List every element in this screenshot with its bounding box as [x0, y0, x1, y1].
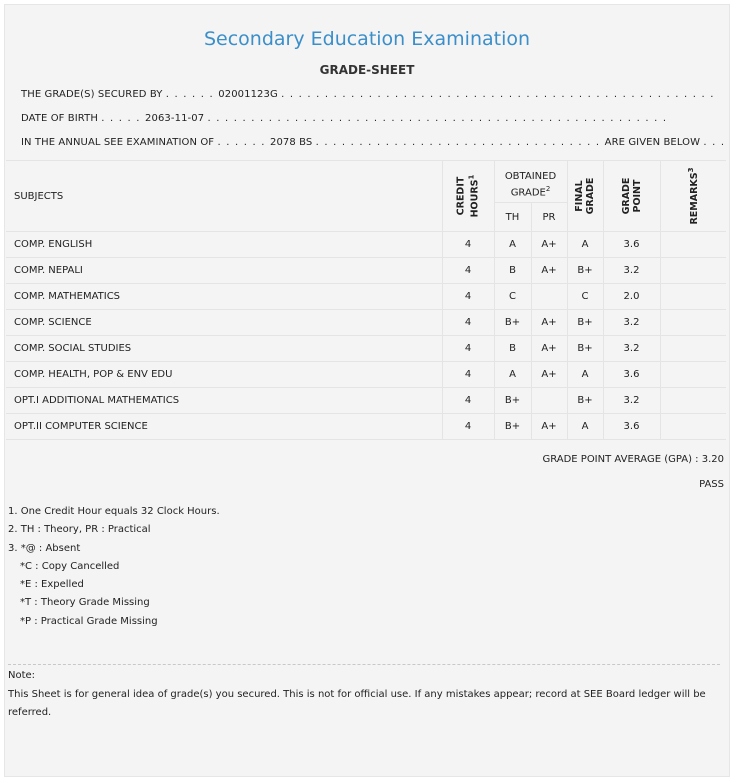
- info-exam: IN THE ANNUAL SEE EXAMINATION OF . . . . . . 2078 BS . . . . . . . . . . . . . . . . . . . . . . . . . . . . . . . . . ARE GIVEN BELOW . . .: [21, 137, 726, 148]
- practical-grade: A+: [531, 258, 567, 284]
- theory-grade: B+: [494, 414, 531, 440]
- final-grade: A: [567, 414, 603, 440]
- theory-grade: B: [494, 336, 531, 362]
- credit-hours: 4: [442, 336, 494, 362]
- final-grade: A: [567, 362, 603, 388]
- credit-hours: 4: [442, 388, 494, 414]
- header-th: TH: [494, 203, 531, 232]
- dashed-divider: [8, 664, 720, 665]
- practical-grade: A+: [531, 414, 567, 440]
- practical-grade: A+: [531, 336, 567, 362]
- practical-grade: [531, 284, 567, 310]
- remarks: [660, 362, 726, 388]
- table-row: [6, 414, 726, 440]
- header-credit-hours: CREDIT HOURS$^1$: [442, 161, 494, 232]
- credit-hours: 4: [442, 232, 494, 258]
- table-row: [6, 232, 726, 258]
- remarks: [660, 284, 726, 310]
- footnote-item: 1. One Credit Hour equals 32 Clock Hours.: [8, 506, 220, 517]
- footnote-item: 2. TH : Theory, PR : Practical: [8, 524, 151, 536]
- credit-hours: 4: [442, 310, 494, 336]
- footnote-item: *E : Expelled: [20, 579, 84, 591]
- subject-name: COMP. NEPALI: [6, 258, 442, 284]
- theory-grade: A: [494, 232, 531, 258]
- subject-name: COMP. ENGLISH: [6, 232, 442, 258]
- grade-point: 3.6: [603, 362, 660, 388]
- remarks: [660, 310, 726, 336]
- exam-label: IN THE ANNUAL SEE EXAMINATION OF: [21, 137, 215, 148]
- secured-by-label: THE GRADE(S) SECURED BY: [21, 89, 163, 100]
- practical-grade: [531, 388, 567, 414]
- table-row: [6, 336, 726, 362]
- header-final-grade: FINAL GRADE: [567, 161, 603, 232]
- dob-value: 2063-11-07: [145, 113, 205, 124]
- credit-hours: 4: [442, 258, 494, 284]
- gpa-summary: [542, 454, 724, 465]
- footnote-item: *P : Practical Grade Missing: [20, 615, 158, 627]
- footnote-item: *T : Theory Grade Missing: [20, 597, 150, 609]
- final-grade: C: [567, 284, 603, 310]
- exam-year: 2078 BS: [269, 137, 313, 148]
- header-remarks: REMARKS$^3$: [660, 161, 726, 232]
- table-row: [6, 362, 726, 388]
- credit-hours: 4: [442, 414, 494, 440]
- theory-grade: C: [494, 284, 531, 310]
- theory-grade: B: [494, 258, 531, 284]
- footnote-item: 3. *@ : Absent: [8, 542, 81, 554]
- footnote-item: *C : Copy Cancelled: [20, 560, 120, 572]
- table-row: [6, 284, 726, 310]
- note-label: Note:: [8, 670, 36, 681]
- grade-point: 3.2: [603, 258, 660, 284]
- theory-grade: A: [494, 362, 531, 388]
- gpa-label: GRADE POINT AVERAGE (GPA) :: [542, 454, 699, 465]
- header-pr: PR: [531, 203, 567, 232]
- grade-point: 3.2: [603, 310, 660, 336]
- practical-grade: A+: [531, 232, 567, 258]
- subject-name: COMP. HEALTH, POP & ENV EDU: [6, 362, 442, 388]
- credit-hours: 4: [442, 284, 494, 310]
- remarks: [660, 232, 726, 258]
- final-grade: B+: [567, 310, 603, 336]
- dob-label: DATE OF BIRTH: [21, 113, 98, 124]
- remarks: [660, 336, 726, 362]
- grades-table: [6, 160, 726, 440]
- final-grade: B+: [567, 336, 603, 362]
- table-row: [6, 388, 726, 414]
- grade-point: 3.2: [603, 388, 660, 414]
- remarks: [660, 258, 726, 284]
- subject-name: OPT.II COMPUTER SCIENCE: [6, 414, 442, 440]
- theory-grade: B+: [494, 388, 531, 414]
- subject-name: COMP. MATHEMATICS: [6, 284, 442, 310]
- table-row: [6, 258, 726, 284]
- final-grade: B+: [567, 388, 603, 414]
- credit-hours: 4: [442, 362, 494, 388]
- remarks: [660, 414, 726, 440]
- final-grade: A: [567, 232, 603, 258]
- footnotes: [8, 503, 220, 631]
- note-text: This Sheet is for general idea of grade(s) you secured. This is not for official use. If any mistakes appear; record at SEE Board ledger will be referred.: [8, 689, 706, 718]
- grade-point: 3.6: [603, 232, 660, 258]
- header-subjects: SUBJECTS: [6, 161, 442, 232]
- symbol-number: 02001123G: [218, 89, 278, 100]
- header-obtained-grade: OBTAINED GRADE$^2$: [494, 161, 567, 203]
- grade-point: 3.6: [603, 414, 660, 440]
- subject-name: COMP. SCIENCE: [6, 310, 442, 336]
- theory-grade: B+: [494, 310, 531, 336]
- subject-name: OPT.I ADDITIONAL MATHEMATICS: [6, 388, 442, 414]
- exam-title: Secondary Education Examination: [203, 28, 531, 50]
- info-dob: DATE OF BIRTH . . . . . 2063-11-07 . . . . . . . . . . . . . . . . . . . . . . . . . . . . . . . . . . . . . . . . . . . . . . . . . . . . .: [21, 113, 668, 124]
- practical-grade: A+: [531, 310, 567, 336]
- practical-grade: A+: [531, 362, 567, 388]
- final-grade: B+: [567, 258, 603, 284]
- result-status: PASS: [699, 479, 724, 490]
- sheet-subtitle: GRADE-SHEET: [319, 63, 415, 77]
- gpa-value: 3.20: [701, 454, 724, 465]
- table-row: [6, 310, 726, 336]
- subject-name: COMP. SOCIAL STUDIES: [6, 336, 442, 362]
- grade-point: 2.0: [603, 284, 660, 310]
- exam-suffix: ARE GIVEN BELOW: [604, 137, 701, 148]
- remarks: [660, 388, 726, 414]
- info-secured-by: THE GRADE(S) SECURED BY . . . . . . 02001123G . . . . . . . . . . . . . . . . . . . . . . . . . . . . . . . . . . . . . . . . . . . . . . . . . .: [21, 89, 715, 100]
- header-grade-point: GRADE POINT: [603, 161, 660, 232]
- grade-point: 3.2: [603, 336, 660, 362]
